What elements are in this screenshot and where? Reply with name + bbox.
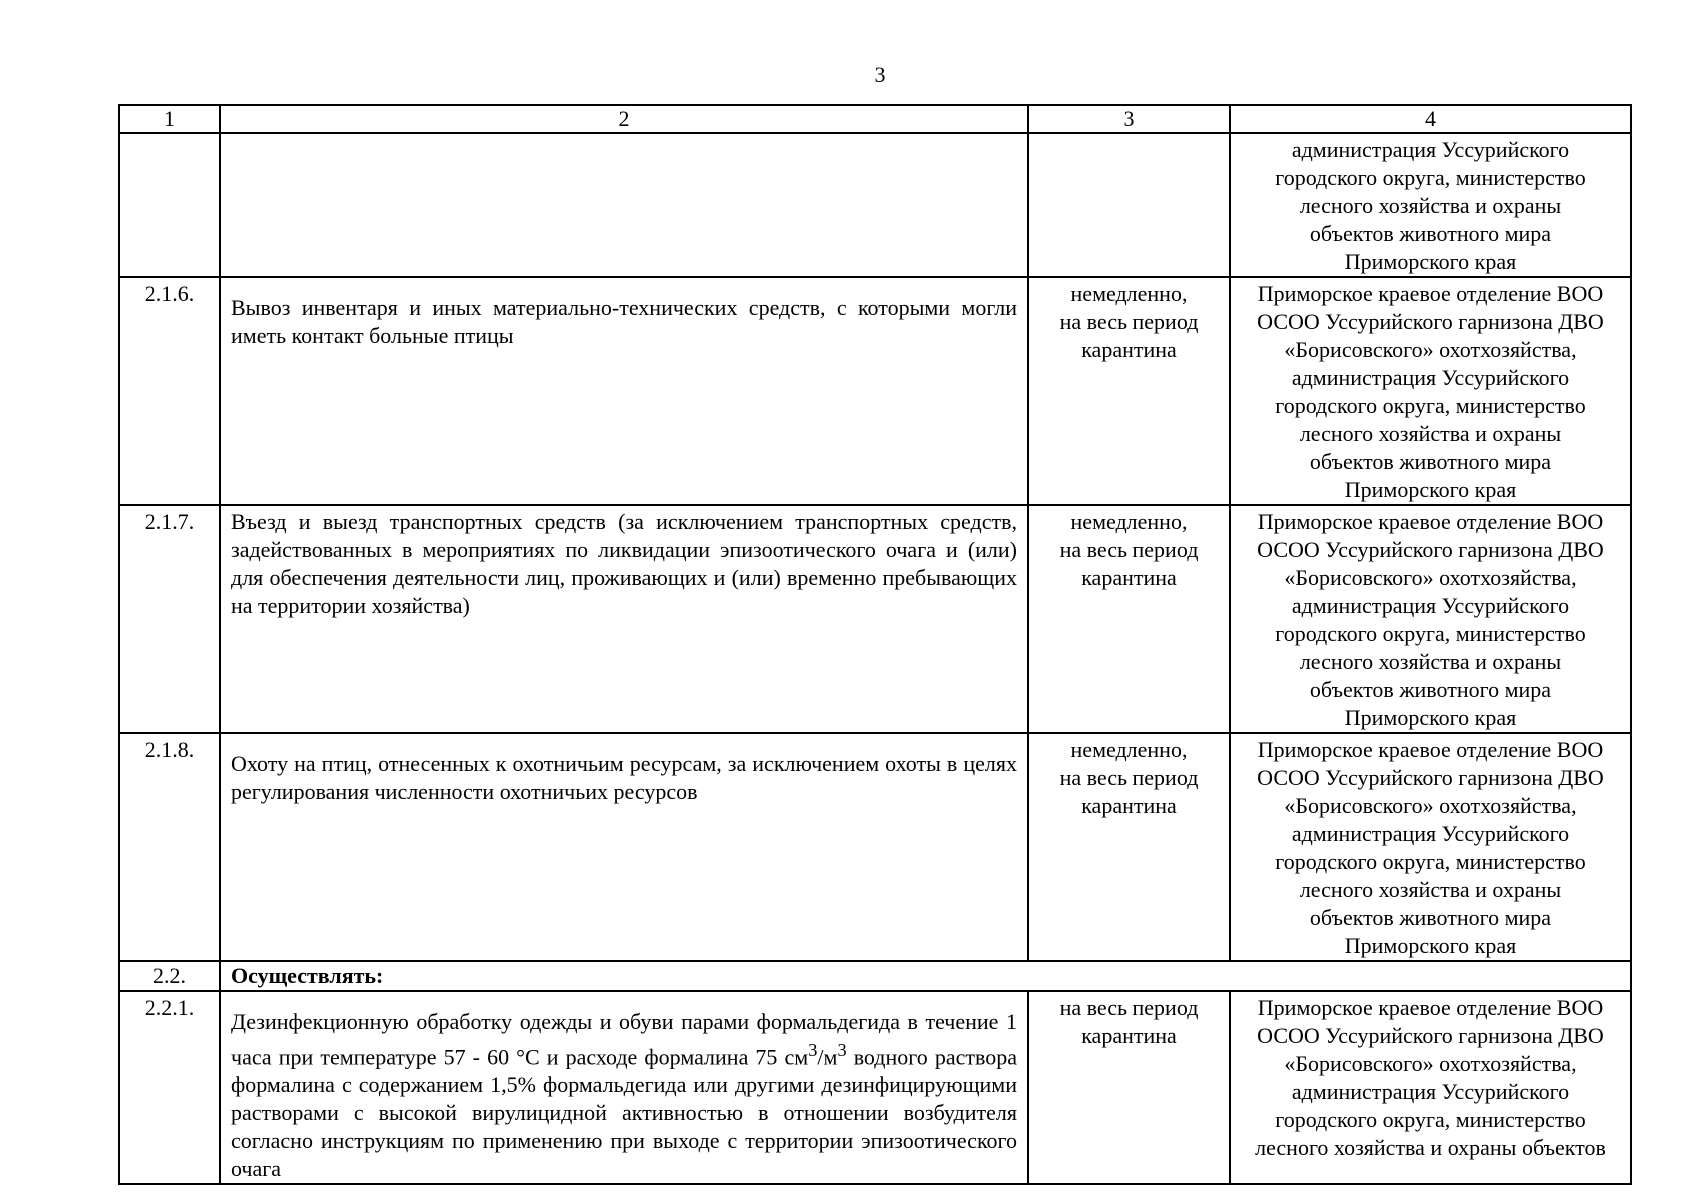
header-cell-3: 3 — [1028, 105, 1230, 133]
responsible-line: Приморского края — [1344, 933, 1517, 958]
measure-text-part: водного раствора формалина с содержанием 1,5% формальдегида или другими дезинфицирующими растворами с высокой вирулицидной активностью в отношении возбудителя согласно инструкциям по применению при выходе с территории эпизоотического очага — [231, 1044, 1017, 1182]
responsible-line: «Борисовского» охотхозяйства, — [1284, 1051, 1577, 1076]
section-title: Осуществлять: — [220, 961, 1631, 991]
section-number: 2.2. — [119, 961, 220, 991]
responsible-line: лесного хозяйства и охраны — [1299, 649, 1562, 674]
responsible-line: лесного хозяйства и охраны — [1299, 421, 1562, 446]
responsible-line: городского округа, министерство — [1275, 165, 1586, 190]
responsible-line: ОСОО Уссурийского гарнизона ДВО — [1257, 765, 1604, 790]
term-cell — [1028, 133, 1230, 277]
page-number: 3 — [874, 62, 886, 87]
responsible-cell — [1230, 505, 1631, 733]
table-row-2-1-8 — [119, 733, 1631, 961]
responsible-line: администрация Уссурийского — [1291, 1079, 1570, 1104]
term-line: немедленно, — [1070, 737, 1188, 762]
term-cell — [1028, 505, 1230, 733]
responsible-line: лесного хозяйства и охраны — [1299, 193, 1562, 218]
responsible-line: объектов животного мира — [1309, 221, 1552, 246]
responsible-line: «Борисовского» охотхозяйства, — [1284, 565, 1577, 590]
term-line: на весь период — [1059, 309, 1199, 334]
responsible-line: лесного хозяйства и охраны объектов — [1255, 1135, 1606, 1160]
term-line: карантина — [1081, 337, 1177, 362]
table-row-2-2-1 — [119, 991, 1631, 1184]
table-row-continued — [119, 133, 1631, 277]
header-cell-4: 4 — [1230, 105, 1631, 133]
row-number: 2.2.1. — [119, 991, 220, 1184]
term-line: на весь период — [1059, 995, 1199, 1020]
measure-text-part: /м — [817, 1044, 838, 1070]
row-number: 2.1.7. — [119, 505, 220, 733]
responsible-line: Приморское краевое отделение ВОО — [1257, 995, 1604, 1020]
term-line: на весь период — [1059, 537, 1199, 562]
row-number-cell — [119, 133, 220, 277]
header-cell-2: 2 — [220, 105, 1028, 133]
term-line: карантина — [1081, 1023, 1177, 1048]
measures-table — [118, 104, 1632, 1185]
responsible-cell — [1230, 133, 1631, 277]
term-line: на весь период — [1059, 765, 1199, 790]
table-row-2-1-6 — [119, 277, 1631, 505]
responsible-cell — [1230, 277, 1631, 505]
responsible-line: лесного хозяйства и охраны — [1299, 877, 1562, 902]
responsible-line: объектов животного мира — [1309, 449, 1552, 474]
measure-text: Вывоз инвентаря и иных материально-технических средств, с которыми могли иметь контакт больные птицы — [220, 277, 1028, 505]
term-line: немедленно, — [1070, 281, 1188, 306]
responsible-line: администрация Уссурийского — [1291, 593, 1570, 618]
measure-text — [220, 991, 1028, 1184]
responsible-line: городского округа, министерство — [1275, 621, 1586, 646]
row-number: 2.1.6. — [119, 277, 220, 505]
responsible-line: Приморского края — [1344, 477, 1517, 502]
measure-text-cell — [220, 133, 1028, 277]
responsible-line: городского округа, министерство — [1275, 1107, 1586, 1132]
measure-text: Въезд и выезд транспортных средств (за исключением транспортных средств, задействованных в мероприятиях по ликвидации эпизоотического очага и (или) для обеспечения деятельности лиц, проживающих и (или) временно пребывающих на территории хозяйства) — [220, 505, 1028, 733]
term-line: карантина — [1081, 565, 1177, 590]
responsible-line: объектов животного мира — [1309, 905, 1552, 930]
responsible-line: ОСОО Уссурийского гарнизона ДВО — [1257, 1023, 1604, 1048]
measure-text-part: Дезинфекционную обработку одежды и обуви парами формальдегида в течение 1 часа при температуре 57 - 60 °С и расходе формалина 75 см — [231, 1009, 1017, 1070]
responsible-line: ОСОО Уссурийского гарнизона ДВО — [1257, 537, 1604, 562]
responsible-line: Приморское краевое отделение ВОО — [1257, 737, 1604, 762]
row-number: 2.1.8. — [119, 733, 220, 961]
term-line: немедленно, — [1070, 509, 1188, 534]
responsible-line: городского округа, министерство — [1275, 849, 1586, 874]
responsible-cell — [1230, 991, 1631, 1184]
responsible-line: объектов животного мира — [1309, 677, 1552, 702]
measure-text: Охоту на птиц, отнесенных к охотничьим ресурсам, за исключением охоты в целях регулирования численности охотничьих ресурсов — [220, 733, 1028, 961]
responsible-line: Приморское краевое отделение ВОО — [1257, 509, 1604, 534]
responsible-line: Приморского края — [1344, 705, 1517, 730]
term-line: карантина — [1081, 793, 1177, 818]
term-cell — [1028, 277, 1230, 505]
term-cell — [1028, 733, 1230, 961]
responsible-line: администрация Уссурийского — [1291, 821, 1570, 846]
responsible-line: «Борисовского» охотхозяйства, — [1284, 337, 1577, 362]
superscript: 3 — [808, 1040, 818, 1060]
responsible-line: ОСОО Уссурийского гарнизона ДВО — [1257, 309, 1604, 334]
superscript: 3 — [837, 1040, 847, 1060]
responsible-line: городского округа, министерство — [1275, 393, 1586, 418]
responsible-line: «Борисовского» охотхозяйства, — [1284, 793, 1577, 818]
term-cell — [1028, 991, 1230, 1184]
table-header-row — [119, 105, 1631, 133]
responsible-line: Приморское краевое отделение ВОО — [1257, 281, 1604, 306]
table-row-2-1-7 — [119, 505, 1631, 733]
responsible-line: администрация Уссурийского — [1291, 137, 1570, 162]
table-section-row — [119, 961, 1631, 991]
responsible-cell — [1230, 733, 1631, 961]
responsible-line: Приморского края — [1344, 249, 1517, 274]
header-cell-1: 1 — [119, 105, 220, 133]
responsible-line: администрация Уссурийского — [1291, 365, 1570, 390]
